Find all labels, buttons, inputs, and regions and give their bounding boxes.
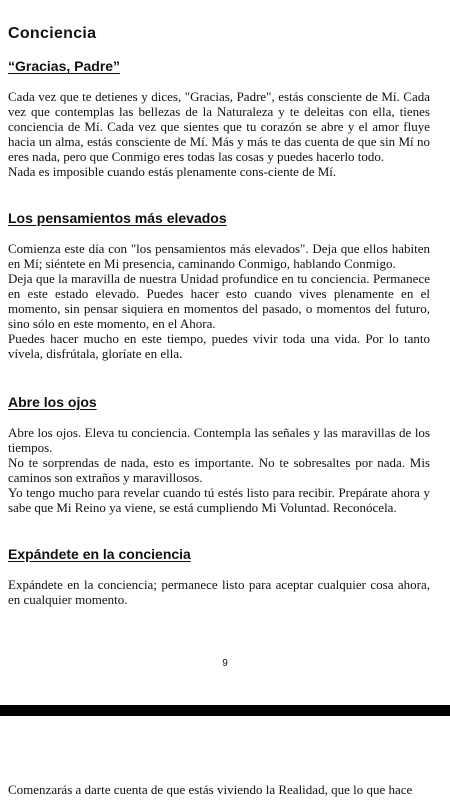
section-heading-expandete: Expándete en la conciencia [8,546,191,562]
section-body-expandete [8,577,430,607]
page-title: Conciencia [8,25,97,42]
page-number: 9 [222,658,228,669]
page-divider [0,705,450,716]
section-heading-abre-los-ojos: Abre los ojos [8,394,97,410]
paragraph: Cada vez que te detienes y dices, "Gracias, Padre", estás consciente de Mí. Cada vez que contemplas las bellezas de la Naturaleza y te deleitas con ella, tienes conciencia de Mí. Cada vez que sientes que tu corazón se abre y el amor fluye hacia un alma, estás consciente de Mí. Más y más te das cuenta de que sin Mí no eres nada, pero que Conmigo eres todas las cosas y puedes hacerlo todo. [8,89,430,164]
paragraph: Puedes hacer mucho en este tiempo, puedes vivir toda una vida. Por lo tanto vívela, disfrútala, gloríate en ella. [8,331,430,361]
paragraph: Abre los ojos. Eleva tu conciencia. Contempla las señales y las maravillas de los tiempos. [8,425,430,455]
next-page [0,716,450,800]
section-heading-pensamientos: Los pensamientos más elevados [8,210,227,226]
section-body-gracias-padre [8,89,430,179]
section-heading-gracias-padre: “Gracias, Padre” [8,58,121,74]
paragraph: Comienza este día con "los pensamientos más elevados". Deja que ellos habiten en Mí; siéntete en Mi presencia, caminando Conmigo, hablando Conmigo. [8,241,430,271]
paragraph: Nada es imposible cuando estás plenamente cons-ciente de Mí. [8,164,337,179]
paragraph: Expándete en la conciencia; permanece listo para aceptar cualquier cosa ahora, en cualquier momento. [8,577,430,607]
next-page-first-line: Comenzarás a darte cuenta de que estás viviendo la Realidad, que lo que hace [8,782,413,797]
paragraph: Deja que la maravilla de nuestra Unidad profundice en tu conciencia. Permanece en este estado elevado. Puedes hacer esto cuando vives plenamente en el momento, sin pensar siquiera en momentos del pasado, o momentos del futuro, sino sólo en este momento, en el Ahora. [8,271,430,331]
section-body-pensamientos [8,241,430,361]
section-body-abre-los-ojos [8,425,430,515]
paragraph: No te sorprendas de nada, esto es importante. No te sobresaltes por nada. Mis caminos son extraños y maravillosos. [8,455,430,485]
paragraph: Yo tengo mucho para revelar cuando tú estés listo para recibir. Prepárate ahora y sabe que Mi Reino ya viene, se está cumpliendo Mi Voluntad. Reconócela. [8,485,430,515]
